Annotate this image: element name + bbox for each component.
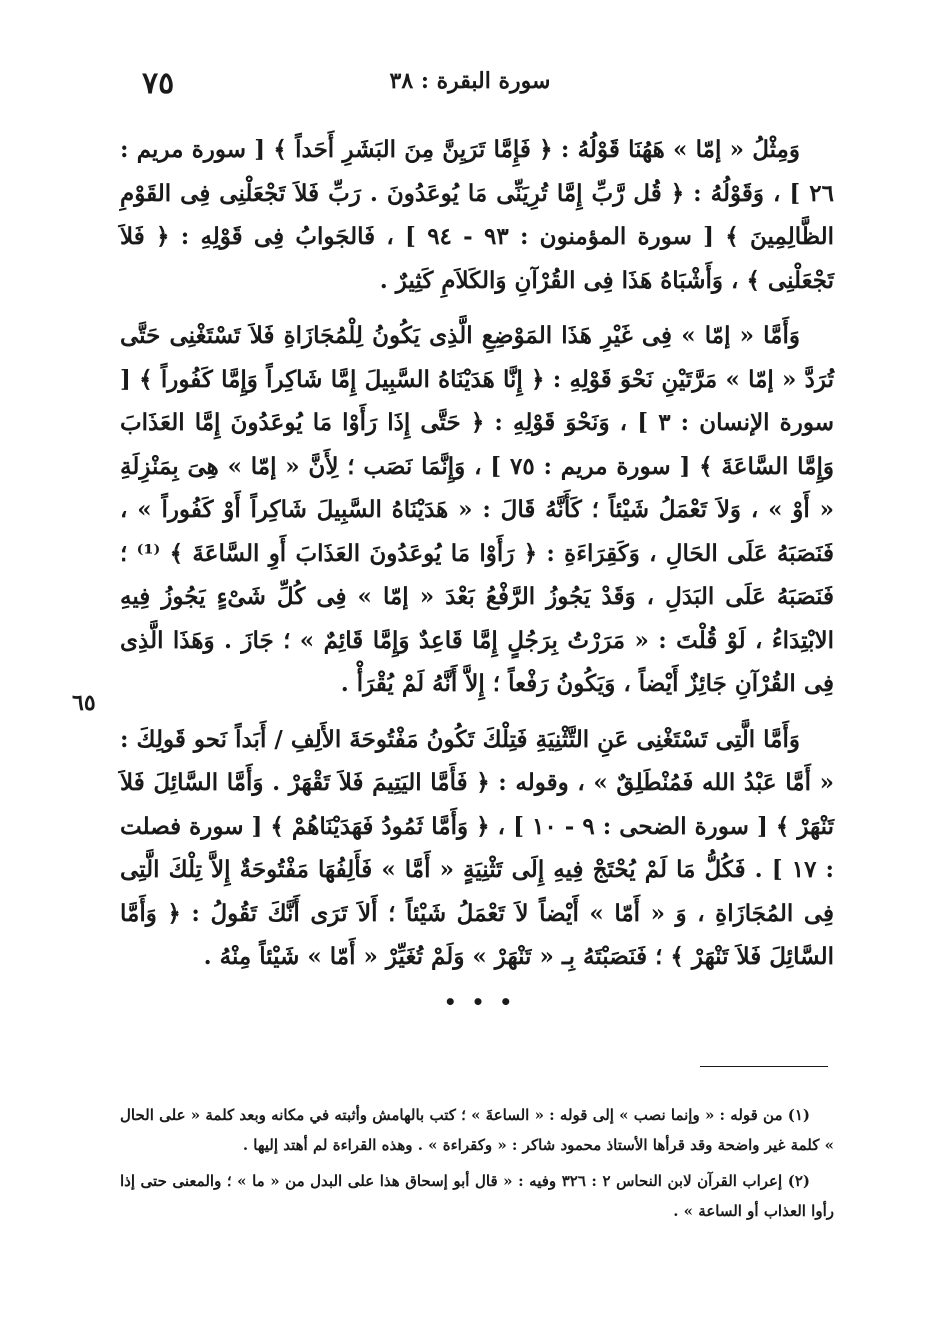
page-number: ٧٥ — [142, 66, 175, 101]
running-header-title: سورة البقرة : ٣٨ — [389, 68, 551, 94]
footnote-2: (٢) إعراب القرآن لابن النحاس ٢ : ٣٢٦ وفيه : « قال أبو إسحاق هذا على البدل من « ما » ؛ والمعنى حتى إذا رأوا العذاب أو الساعة » . — [120, 1172, 834, 1220]
paragraph-3: وَأَمَّا الَّتِى تَسْتَغْنِى عَنِ التَّثْنِيَةِ فَتِلْكَ تَكُونُ مَفْتُوحَةَ الأَلِفِ / أَبَداً نَحو قَولِكَ : « أَمَّا عَبْدُ الله فَمُنْطَلِقٌ » ، وقوله : ﴿ فَأَمَّا اليَتِيمَ فَلاَ تَقْهَرْ . وَأَمَّا السَّائِلَ فَلاَ تَنْهَرْ ﴾ [ سورة الضحى : ٩ - ١٠ ] ، ﴿ وَأَمَّا ثَمُودُ فَهَدَيْنَاهُمْ ﴾ [ سورة فصلت : ١٧ ] . فَكُلُّ مَا لَمْ يُحْتَجْ فِيهِ إِلَى تَثْنِيَةٍ « أَمَّا » فَأَلِفُهَا مَفْتُوحَةٌ إِلاَّ تِلْكَ الَّتِى فِى المُجَازَاةِ ، وَ « أَمّا » أَيْضاً لاَ تَعْمَلُ شَيْئاً ؛ أَلاَ تَرَى أَنَّكَ تَقُولُ : ﴿ وَأَمَّا السَّائِلَ فَلاَ تَنْهَرْ ﴾ ؛ فَنَصَبْتَهُ بِـ « تَنْهَرْ » وَلَمْ تُغَيِّرْ « أَمّا » شَيْئاً مِنْهُ . — [120, 725, 834, 970]
margin-page-reference: ٦٥ — [72, 690, 96, 716]
footnote-1: (١) من قوله : « وإنما نصب » إلى قوله : « الساعةَ » ؛ كتب بالهامش وأثبته في مكانه وبعد كلمة « على الحال » كلمة غير واضحة وقد قرأها الأستاذ محمود شاكر : « وكقراءة » . وهذه القراءة لم أهتد إليها . — [120, 1106, 834, 1154]
section-separator: • • • — [443, 990, 517, 1014]
footnote-divider — [700, 1066, 828, 1067]
paragraph-1: وَمِثْلُ « إمّا » هَهُنَا قَوْلُهُ : ﴿ فَإِمَّا تَرَيِنَّ مِنَ البَشَرِ أَحَداً ﴾ [ سورة مريم : ٢٦ ] ، وَقَوْلُهُ : ﴿ قُل رَّبِّ إِمَّا تُرِيَنِّى مَا يُوعَدُونَ . رَبِّ فَلاَ تَجْعَلْنِى فِى القَوْمِ الظَّالِمِينَ ﴾ [ سورة المؤمنون : ٩٣ - ٩٤ ] ، فَالجَوابُ فِى قَوْلِهِ : ﴿ فَلاَ تَجْعَلْنِى ﴾ ، وَأَشْبَاهُ هَذَا فِى القُرْآنِ وَالكَلاَمِ كَثِيرٌ . — [120, 136, 835, 294]
footnotes — [120, 1100, 834, 1232]
main-text — [120, 128, 834, 979]
paragraph-2: وَأَمَّا « إمّا » فِى غَيْرِ هَذَا المَوْضِعِ الَّذِى يَكُونُ لِلْمُجَازَاةِ فَلاَ تَسْتَغْنِى حَتَّى تُرَدَّ « إمّا » مَرَّتَيْنِ نَحْوَ قَوْلِهِ : ﴿ إِنَّا هَدَيْنَاهُ السَّبِيلَ إِمَّا شَاكِراً وَإِمَّا كَفُوراً ﴾ [ سورة الإنسان : ٣ ] ، وَنَحْوَ قَوْلِهِ : ﴿ حَتَّى إِذَا رَأَوْا مَا يُوعَدُونَ إِمَّا العَذَابَ وَإِمَّا السَّاعَةَ ﴾ [ سورة مريم : ٧٥ ] ، وَإِنَّمَا نَصَب ؛ لِأَنَّ « إمّا » هِىَ بِمَنْزِلَةِ « أَوْ » ، وَلاَ تَعْمَلُ شَيْئاً ؛ كَأَنَّهُ قَالَ : « هَدَيْنَاهُ السَّبِيلَ شَاكِراً أَوْ كَفُوراً » ، فَنَصَبَهُ عَلَى الحَالِ ، وَكَقِرَاءَةِ : ﴿ رَأَوْا مَا يُوعَدُونَ العَذَابَ أَوِ السَّاعَةَ ﴾ ⁽¹⁾ ؛ فَنَصَبَهُ عَلَى البَدَلِ ، وَقَدْ يَجُوزُ الرَّفْعُ بَعْدَ « إمّا » فِى كُلِّ شَىْءٍ يَجُوزُ فِيهِ الابْتِدَاءُ ، لَوْ قُلْتَ : « مَرَرْتُ بِرَجُلٍ إِمَّا قَاعِدٌ وَإِمَّا قَائِمٌ » ؛ جَازَ . وَهَذَا الَّذِى فِى القُرْآنِ جَائِزٌ أَيْضاً ، وَيَكُونُ رَفْعاً ؛ إِلاَّ أَنَّهُ لَمْ يُقْرَأْ . — [120, 322, 834, 697]
